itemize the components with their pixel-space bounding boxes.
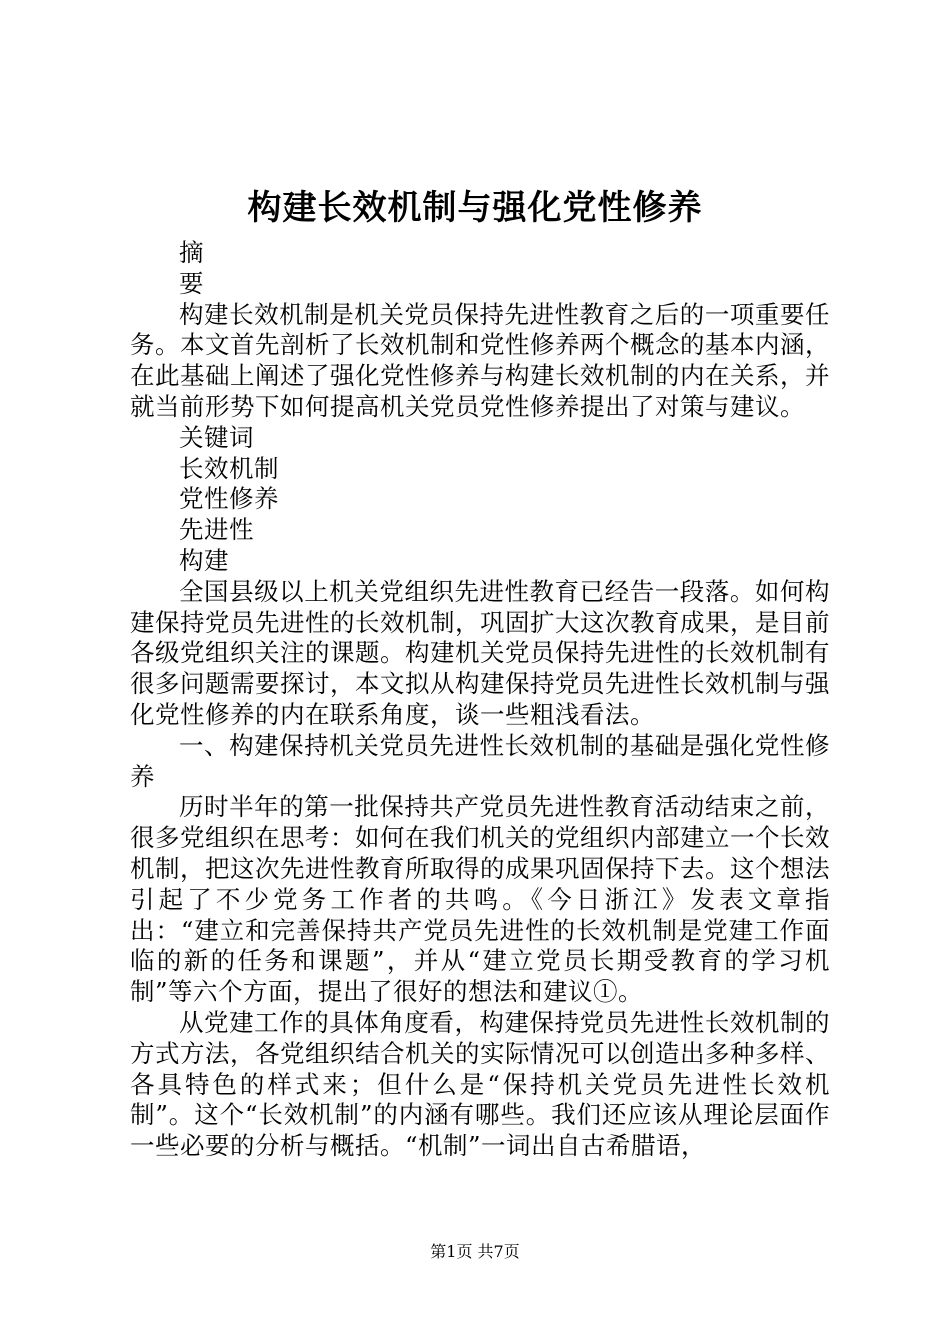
keyword-item: 党性修养: [179, 484, 279, 514]
document-title: 构建长效机制与强化党性修养: [247, 188, 703, 228]
abstract-text: 构建长效机制是机关党员保持先进性教育之后的一项重要任务。本文首先剖析了长效机制和党性修养两个概念的基本内涵，在此基础上阐述了强化党性修养与构建长效机制的内在关系，并就当前形势下如何提高机关党员党性修养提出了对策与建议。: [130, 299, 830, 421]
keyword-item: 构建: [179, 545, 229, 575]
body-paragraph: 历时半年的第一批保持共产党员先进性教育活动结束之前，很多党组织在思考：如何在我们机关的党组织内部建立一个长效机制，把这次先进性教育所取得的成果巩固保持下去。这个想法引起了不少党务工作者的共鸣。《今日浙江》发表文章指出：“建立和完善保持共产党员先进性的长效机制是党建工作面临的新的任务和课题”，并从“建立党员长期受教育的学习机制”等六个方面，提出了很好的想法和建议①。: [130, 792, 830, 1007]
abstract-heading-part2: 要: [179, 268, 204, 298]
keyword-item: 先进性: [179, 515, 254, 545]
page-footer: 第1页 共7页: [430, 1242, 520, 1261]
keywords-heading: 关键词: [179, 422, 254, 452]
body-paragraph: 从党建工作的具体角度看，构建保持党员先进性长效机制的方式方法，各党组织结合机关的实际情况可以创造出多种多样、各具特色的样式来；但什么是“保持机关党员先进性长效机制”。这个“长效机制”的内涵有哪些。我们还应该从理论层面作一些必要的分析与概括。“机制”一词出自古希腊语，: [130, 1007, 830, 1161]
section-heading: 一、构建保持机关党员先进性长效机制的基础是强化党性修养: [130, 730, 830, 791]
document-body: [130, 238, 830, 1162]
abstract-heading-part1: 摘: [179, 238, 204, 267]
intro-paragraph: 全国县级以上机关党组织先进性教育已经告一段落。如何构建保持党员先进性的长效机制，巩固扩大这次教育成果，是目前各级党组织关注的课题。构建机关党员保持先进性的长效机制有很多问题需要探讨，本文拟从构建保持党员先进性长效机制与强化党性修养的内在联系角度，谈一些粗浅看法。: [130, 576, 830, 729]
keyword-item: 长效机制: [179, 453, 279, 483]
